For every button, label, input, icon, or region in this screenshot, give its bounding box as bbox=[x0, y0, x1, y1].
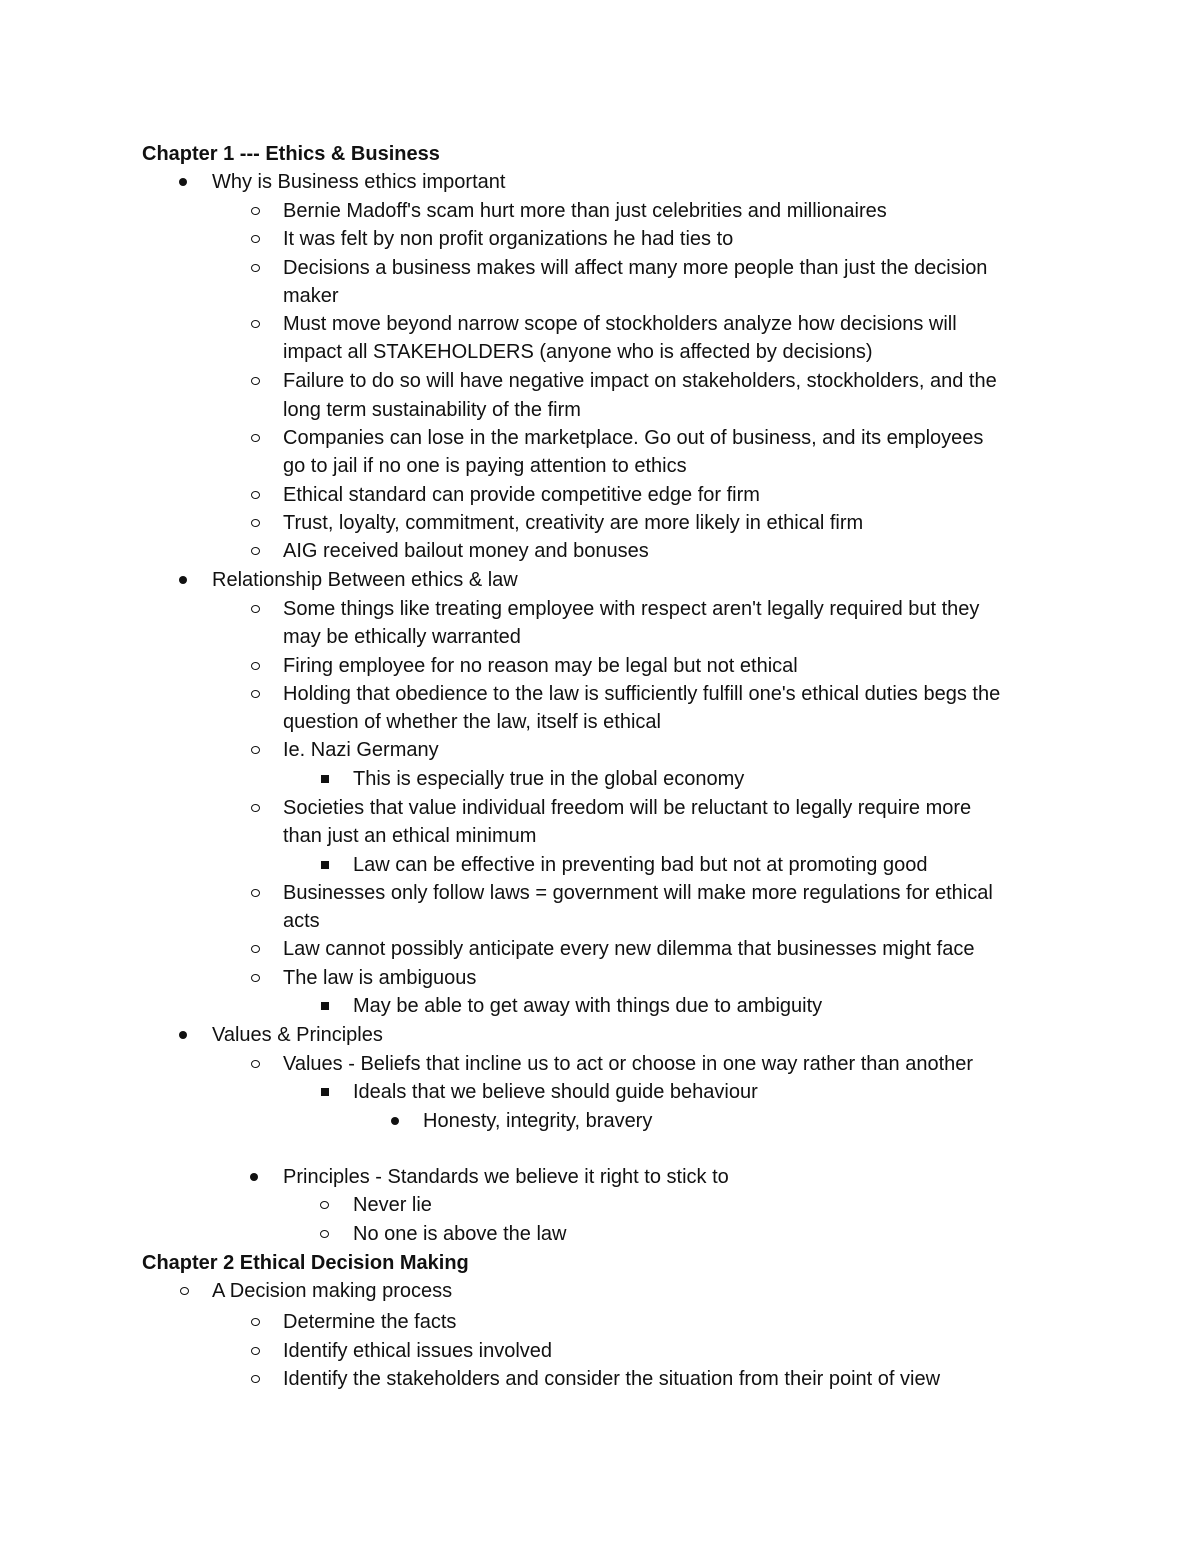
list-item: Some things like treating employee with respect aren't legally required but they bbox=[283, 598, 980, 620]
list-item: This is especially true in the global economy bbox=[353, 768, 745, 790]
circle-bullet-icon bbox=[246, 509, 270, 537]
circle-bullet-icon bbox=[246, 652, 270, 680]
disc-bullet-icon bbox=[173, 1021, 197, 1049]
list-item: Law cannot possibly anticipate every new dilemma that businesses might face bbox=[283, 938, 975, 960]
chapter-2-heading: Chapter 2 Ethical Decision Making bbox=[142, 1252, 469, 1274]
circle-bullet-icon bbox=[246, 367, 270, 395]
list-item-continuation: long term sustainability of the firm bbox=[283, 399, 581, 421]
list-item: May be able to get away with things due to ambiguity bbox=[353, 995, 823, 1017]
list-item: Ethical standard can provide competitive edge for firm bbox=[283, 484, 760, 506]
circle-bullet-icon bbox=[246, 424, 270, 452]
square-bullet-icon bbox=[315, 1078, 339, 1106]
list-item: Identify the stakeholders and consider the situation from their point of view bbox=[283, 1368, 941, 1390]
circle-bullet-icon bbox=[246, 595, 270, 623]
list-item: It was felt by non profit organizations he had ties to bbox=[283, 228, 734, 250]
list-item: Holding that obedience to the law is sufficiently fulfill one's ethical duties begs the bbox=[283, 683, 1001, 705]
list-item: Businesses only follow laws = government will make more regulations for ethical bbox=[283, 882, 993, 904]
section-heading: A Decision making process bbox=[212, 1280, 453, 1302]
list-item-continuation: may be ethically warranted bbox=[283, 626, 521, 648]
chapter-1-heading: Chapter 1 --- Ethics & Business bbox=[142, 143, 440, 165]
section-heading: Relationship Between ethics & law bbox=[212, 569, 518, 591]
list-item: Must move beyond narrow scope of stockholders analyze how decisions will bbox=[283, 313, 957, 335]
circle-bullet-icon bbox=[246, 794, 270, 822]
list-item-continuation: question of whether the law, itself is ethical bbox=[283, 711, 661, 733]
list-item-continuation: maker bbox=[283, 285, 339, 307]
square-bullet-icon bbox=[315, 992, 339, 1020]
list-item: Decisions a business makes will affect many more people than just the decision bbox=[283, 257, 988, 279]
section-heading: Values & Principles bbox=[212, 1024, 383, 1046]
circle-bullet-icon bbox=[246, 225, 270, 253]
list-item-continuation: impact all STAKEHOLDERS (anyone who is affected by decisions) bbox=[283, 341, 873, 363]
list-item: Bernie Madoff's scam hurt more than just celebrities and millionaires bbox=[283, 200, 887, 222]
circle-bullet-icon bbox=[246, 481, 270, 509]
circle-bullet-icon bbox=[246, 680, 270, 708]
circle-bullet-icon bbox=[246, 310, 270, 338]
disc-bullet-icon bbox=[244, 1163, 268, 1191]
circle-bullet-icon bbox=[246, 1308, 270, 1336]
circle-bullet-icon bbox=[246, 1365, 270, 1393]
list-item: Law can be effective in preventing bad but not at promoting good bbox=[353, 854, 928, 876]
circle-bullet-icon bbox=[246, 254, 270, 282]
list-item: Ideals that we believe should guide behaviour bbox=[353, 1081, 758, 1103]
list-item: Honesty, integrity, bravery bbox=[423, 1110, 653, 1132]
list-item: AIG received bailout money and bonuses bbox=[283, 540, 649, 562]
circle-bullet-icon bbox=[246, 537, 270, 565]
circle-bullet-icon bbox=[246, 964, 270, 992]
section-heading: Why is Business ethics important bbox=[212, 171, 506, 193]
square-bullet-icon bbox=[315, 851, 339, 879]
square-bullet-icon bbox=[315, 765, 339, 793]
list-item: Values - Beliefs that incline us to act or choose in one way rather than another bbox=[283, 1053, 974, 1075]
disc-bullet-icon bbox=[385, 1107, 409, 1135]
list-item: Principles - Standards we believe it right to stick to bbox=[283, 1166, 729, 1188]
list-item: Trust, loyalty, commitment, creativity are more likely in ethical firm bbox=[283, 512, 864, 534]
circle-bullet-icon bbox=[246, 197, 270, 225]
circle-bullet-icon bbox=[246, 736, 270, 764]
disc-bullet-icon bbox=[173, 566, 197, 594]
list-item: Failure to do so will have negative impact on stakeholders, stockholders, and the bbox=[283, 370, 997, 392]
circle-bullet-icon bbox=[315, 1191, 339, 1219]
list-item: Firing employee for no reason may be legal but not ethical bbox=[283, 655, 798, 677]
list-item: No one is above the law bbox=[353, 1223, 567, 1245]
circle-bullet-icon bbox=[315, 1220, 339, 1248]
list-item-continuation: go to jail if no one is paying attention to ethics bbox=[283, 455, 687, 477]
circle-bullet-icon bbox=[175, 1277, 199, 1305]
list-item-continuation: acts bbox=[283, 910, 320, 932]
list-item: Identify ethical issues involved bbox=[283, 1340, 553, 1362]
list-item: Ie. Nazi Germany bbox=[283, 739, 439, 761]
list-item: Companies can lose in the marketplace. Go out of business, and its employees bbox=[283, 427, 984, 449]
circle-bullet-icon bbox=[246, 879, 270, 907]
list-item-continuation: than just an ethical minimum bbox=[283, 825, 537, 847]
circle-bullet-icon bbox=[246, 1337, 270, 1365]
list-item: Determine the facts bbox=[283, 1311, 457, 1333]
list-item: Never lie bbox=[353, 1194, 432, 1216]
list-item: The law is ambiguous bbox=[283, 967, 477, 989]
circle-bullet-icon bbox=[246, 1050, 270, 1078]
list-item: Societies that value individual freedom will be reluctant to legally require more bbox=[283, 797, 972, 819]
disc-bullet-icon bbox=[173, 168, 197, 196]
circle-bullet-icon bbox=[246, 935, 270, 963]
